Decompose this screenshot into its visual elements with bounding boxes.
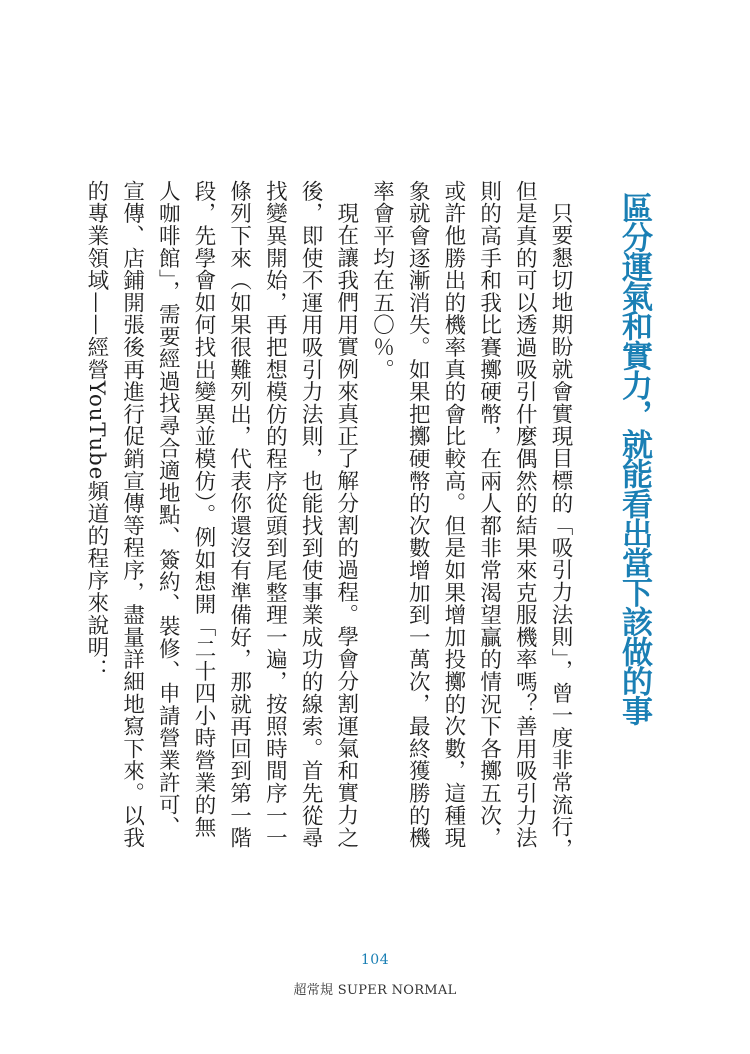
- paragraph-2: 現在讓我們用實例來真正了解分割的過程。學會分割運氣和實力之後，即使不運用吸引力法則，也能找到使事業成功的線索。首先從尋找變異開始，再把想模仿的程序從頭到尾整理一遍，按照時間序一一條列下來（如果很難列出，代表你還沒有準備好，那就再回到第一階段，先學會如何找出變異並模仿）。例如想開「二十四小時營業的無人咖啡館」，需要經過找尋合適地點、簽約、裝修、申請營業許可、宣傳、店鋪開張後再進行促銷宣傳等程序，盡量詳細地寫下來。以我的專業領域——經營YouTube頻道的程序來說明：: [83, 180, 359, 849]
- body-text: [83, 180, 578, 860]
- paragraph-1: 只要懇切地期盼就會實現目標的「吸引力法則」，曾一度非常流行，但是真的可以透過吸引什麼偶然的結果來克服機率嗎？善用吸引力法則的高手和我比賽擲硬幣，在兩人都非常渴望贏的情況下各擲五次，或許他勝出的機率真的會比較高。但是如果增加投擲的次數，這種現象就會逐漸消失。如果把擲硬幣的次數增加到一萬次，最終獲勝的機率會平均在五〇％。: [369, 180, 573, 860]
- section-heading: 區分運氣和實力，就能看出當下該做的事: [616, 192, 652, 725]
- page-number: 104: [360, 952, 390, 968]
- book-title-footer: 超常規 SUPER NORMAL: [293, 983, 457, 998]
